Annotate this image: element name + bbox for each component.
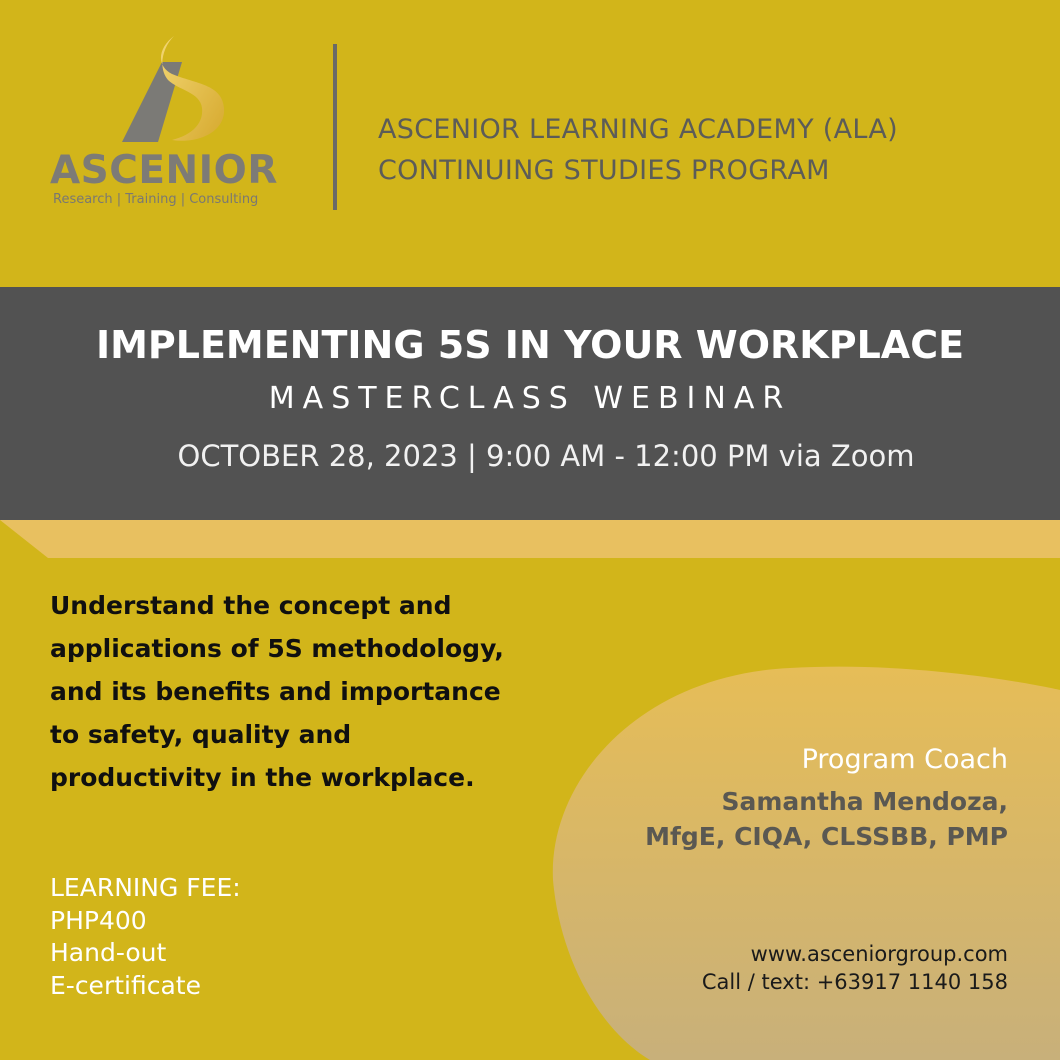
logo-tagline: Research | Training | Consulting	[53, 192, 259, 207]
course-description: Understand the concept and applications of 5S methodology, and its benefits and importance to safety, quality and productivity in the workplace.	[50, 591, 504, 792]
webinar-title: IMPLEMENTING 5S IN YOUR WORKPLACE	[95, 323, 965, 367]
accent-stripe	[0, 520, 1060, 560]
webinar-subtitle: MASTERCLASS WEBINAR	[268, 381, 792, 416]
coach-role: Program Coach	[801, 744, 1008, 775]
fee-inclusion-handout: Hand-out	[50, 938, 167, 967]
header-divider	[333, 44, 337, 210]
academy-name: ASCENIOR LEARNING ACADEMY (ALA)	[378, 114, 898, 145]
webinar-schedule: OCTOBER 28, 2023 | 9:00 AM - 12:00 PM via Zoom	[177, 439, 915, 473]
logo-wordmark: ASCENIOR	[50, 148, 278, 193]
contact-info	[702, 940, 1008, 996]
phone-number: Call / text: +63917 1140 158	[701, 970, 1008, 994]
learning-fee-block	[50, 872, 241, 1002]
fee-inclusion-certificate: E-certificate	[50, 970, 201, 1000]
coach-info	[645, 784, 1008, 854]
website-link[interactable]: www.asceniorgroup.com	[750, 942, 1008, 966]
title-banner	[0, 287, 1060, 520]
fee-label: LEARNING FEE:	[50, 873, 241, 902]
coach-name: Samantha Mendoza,	[721, 787, 1008, 816]
program-name: CONTINUING STUDIES PROGRAM	[378, 155, 830, 186]
coach-credentials: MfgE, CIQA, CLSSBB, PMP	[645, 822, 1008, 851]
fee-price: PHP400	[50, 905, 147, 935]
ascenior-logo-icon	[118, 36, 230, 142]
